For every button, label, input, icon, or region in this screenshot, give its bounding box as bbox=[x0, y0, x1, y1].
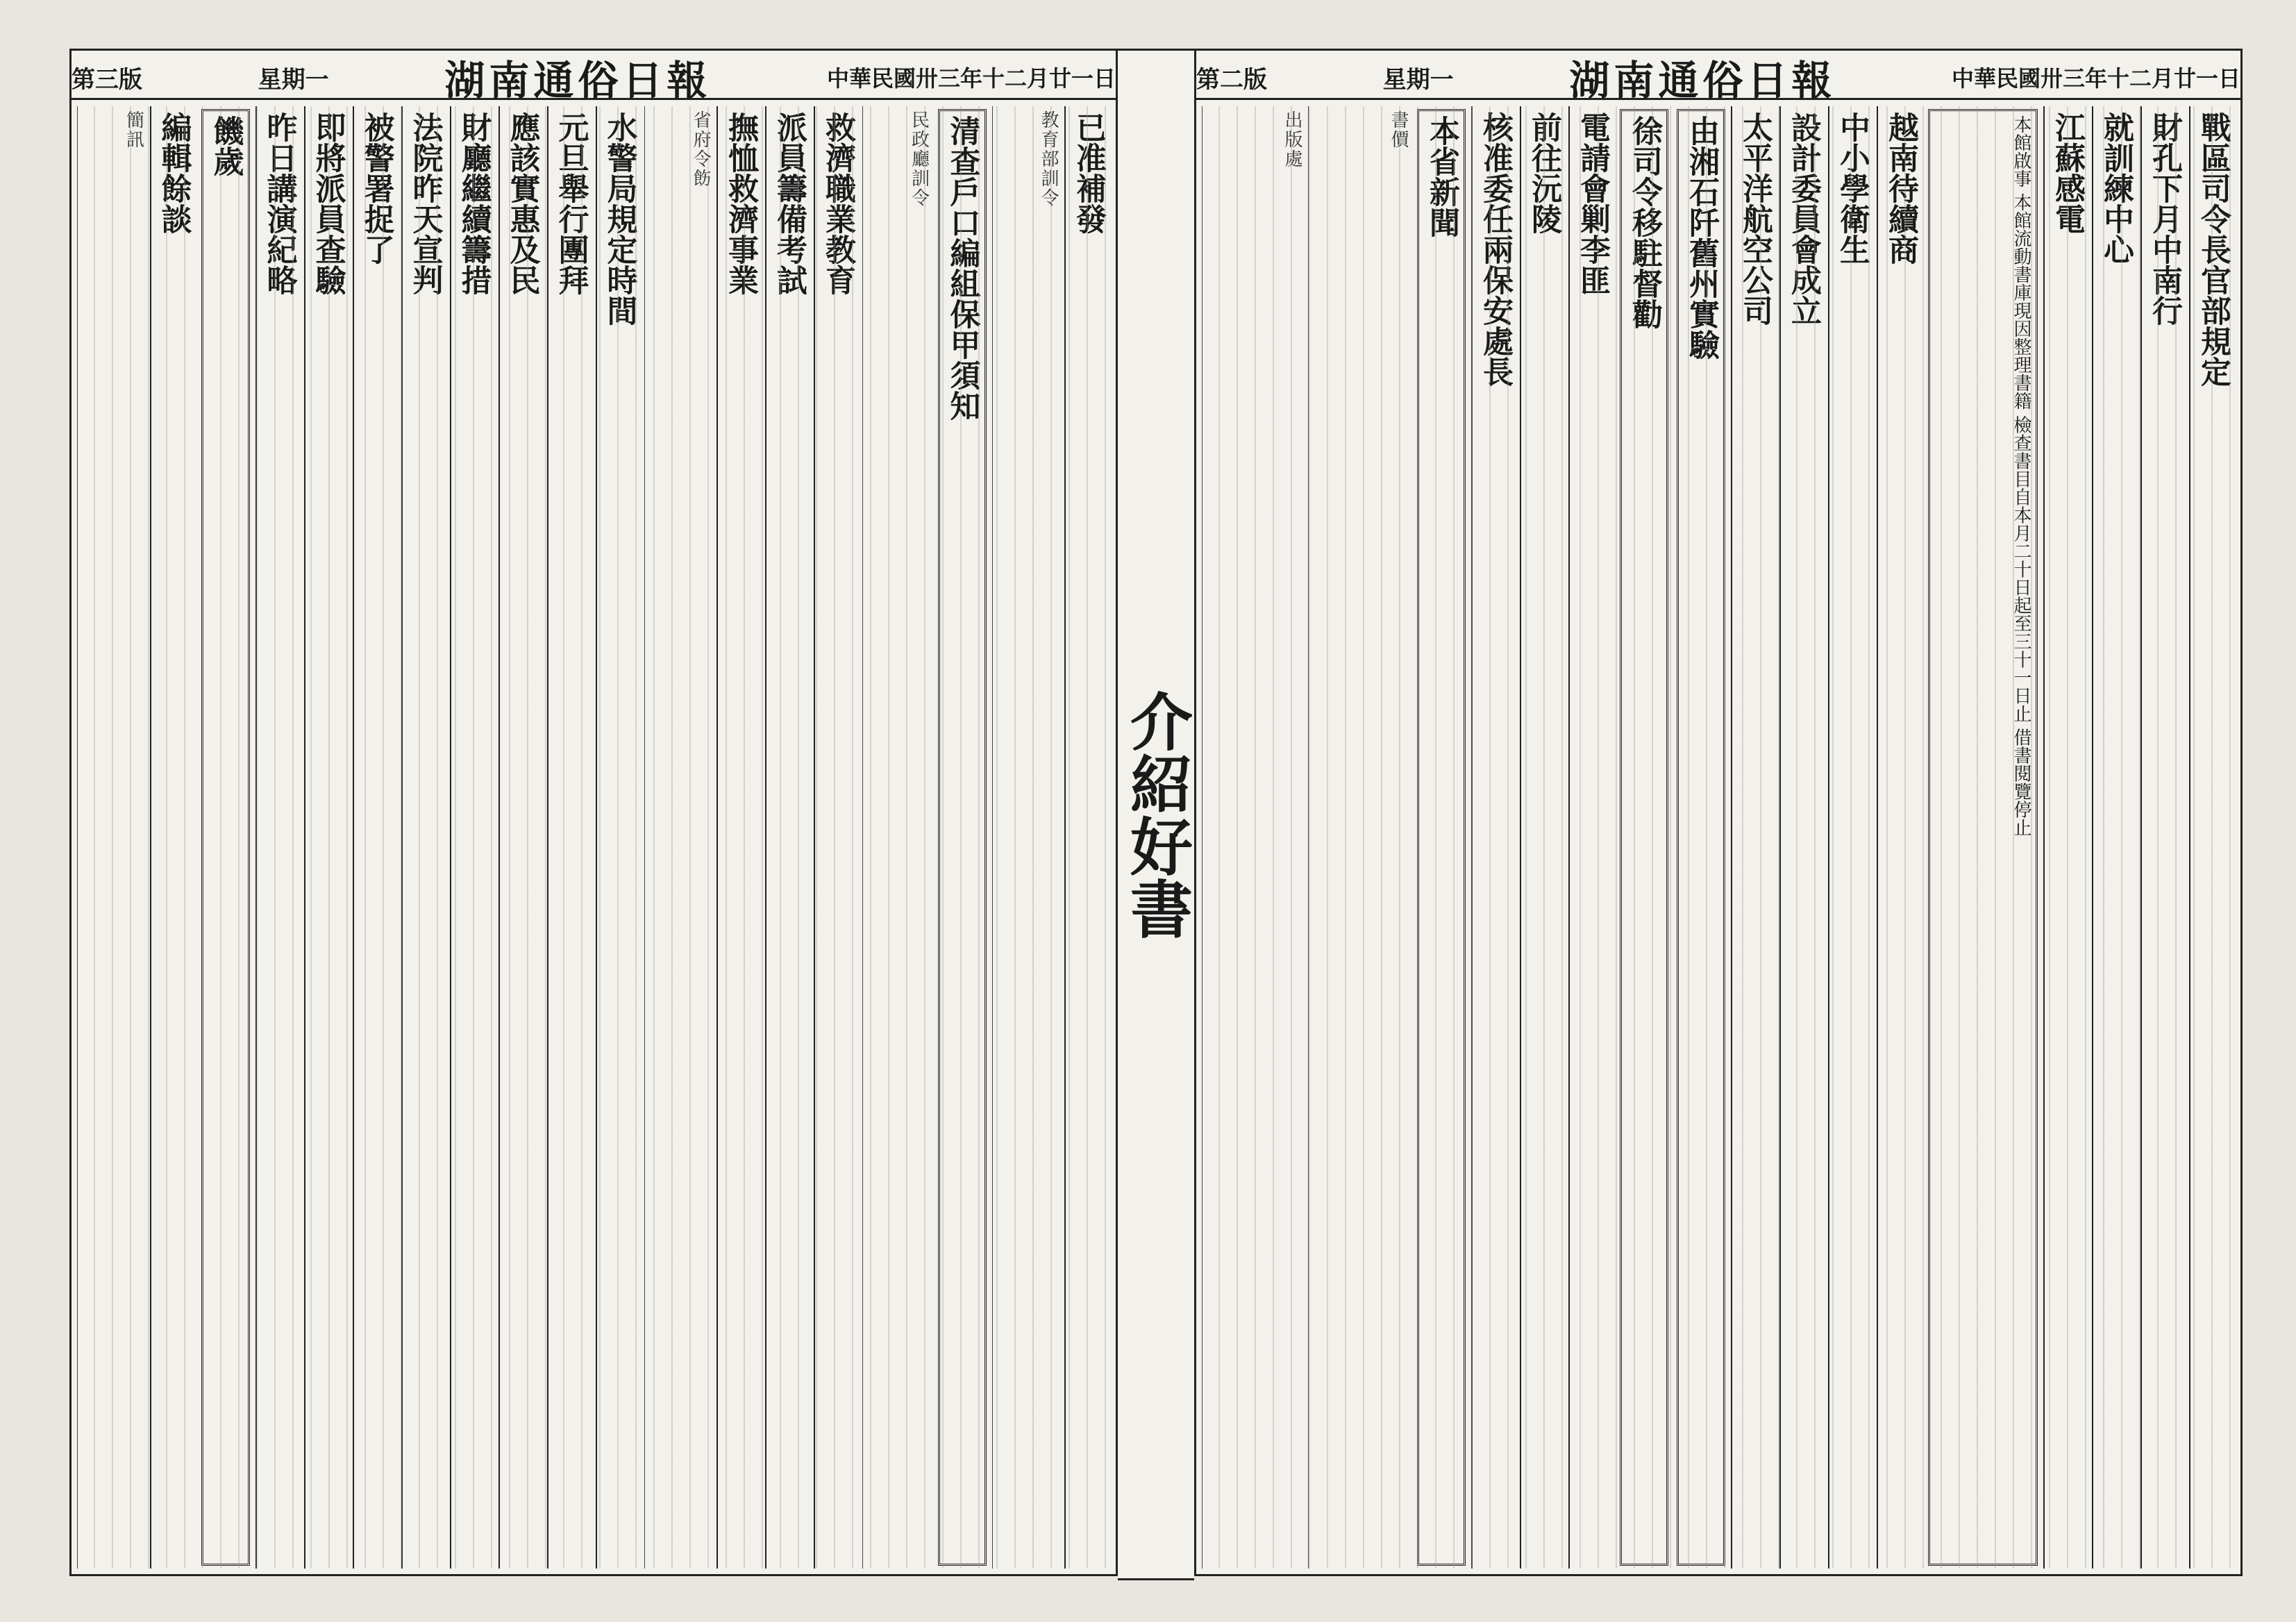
headline: 救濟職業教育 bbox=[814, 106, 860, 1569]
headline: 核准委任兩保安處長 bbox=[1471, 106, 1517, 1569]
headline: 水警局規定時間 bbox=[596, 106, 642, 1569]
headline: 已准補發 bbox=[1064, 106, 1110, 1569]
headline: 饑歲 bbox=[201, 109, 250, 1566]
headline: 本省新聞 bbox=[1417, 109, 1466, 1566]
masthead bbox=[1196, 56, 2240, 104]
edition-label: 第二版 bbox=[1196, 65, 1267, 94]
edition-label: 第三版 bbox=[72, 65, 142, 94]
notice-box bbox=[1928, 109, 2038, 1566]
headline: 清查戶口編組保甲須知 bbox=[938, 109, 987, 1566]
text-column: 民政廳訓令 bbox=[862, 106, 932, 1569]
newspaper-title: 湖南通俗日報 bbox=[1569, 57, 1836, 104]
notice-line: 檢查書目自本月二十日起至三十一日止 bbox=[2011, 415, 2031, 723]
date-label: 中華民國卅三年十二月廿一日 bbox=[1951, 65, 2240, 92]
headline: 江蘇感電 bbox=[2043, 106, 2089, 1569]
center-advertisement: 介紹好書 bbox=[1118, 49, 1194, 1580]
headline: 由湘石阡舊州實驗 bbox=[1677, 109, 1725, 1566]
page-edition-3 bbox=[69, 49, 1118, 1576]
columns bbox=[77, 106, 1110, 1569]
newspaper-title: 湖南通俗日報 bbox=[444, 57, 712, 104]
headline: 前往沅陵 bbox=[1520, 106, 1566, 1569]
weekday-label: 星期一 bbox=[1382, 65, 1454, 94]
date-label: 中華民國卅三年十二月廿一日 bbox=[826, 65, 1116, 92]
notice-title: 本館啟事 bbox=[2011, 115, 2031, 187]
notice-line: 本館流動書庫現因整理書籍 bbox=[2011, 193, 2031, 410]
headline: 戰區司令長官部規定 bbox=[2189, 106, 2235, 1569]
masthead bbox=[72, 56, 1116, 104]
headline: 即將派員查驗 bbox=[304, 106, 350, 1569]
text-column: 簡訊 bbox=[77, 106, 147, 1569]
headline: 電請會剿李匪 bbox=[1568, 106, 1614, 1569]
headline: 財孔下月中南行 bbox=[2140, 106, 2186, 1569]
text-column: 書價 bbox=[1308, 106, 1411, 1569]
text-column: 教育部訓令 bbox=[992, 106, 1062, 1569]
headline: 法院昨天宣判 bbox=[401, 106, 447, 1569]
headline: 太平洋航空公司 bbox=[1731, 106, 1777, 1569]
text-column: 省府令飭 bbox=[644, 106, 714, 1569]
page-edition-2 bbox=[1194, 49, 2243, 1576]
notice-line: 借書閱覽停止 bbox=[2011, 728, 2031, 837]
headline: 應該實惠及民 bbox=[498, 106, 544, 1569]
weekday-label: 星期一 bbox=[258, 65, 329, 94]
headline: 編輯餘談 bbox=[150, 106, 196, 1569]
headline: 中小學衛生 bbox=[1828, 106, 1874, 1569]
headline: 派員籌備考試 bbox=[765, 106, 811, 1569]
headline: 就訓練中心 bbox=[2092, 106, 2138, 1569]
headline: 撫恤救濟事業 bbox=[717, 106, 762, 1569]
headline: 元旦舉行團拜 bbox=[547, 106, 593, 1569]
headline: 被警署捉了 bbox=[353, 106, 399, 1569]
headline: 徐司令移駐督勸 bbox=[1620, 109, 1668, 1566]
text-column: 出版處 bbox=[1202, 106, 1305, 1569]
headline: 財廳繼續籌措 bbox=[450, 106, 496, 1569]
columns bbox=[1202, 106, 2235, 1569]
headline: 越南待續商 bbox=[1877, 106, 1922, 1569]
headline: 昨日講演紀略 bbox=[255, 106, 301, 1569]
headline: 設計委員會成立 bbox=[1779, 106, 1825, 1569]
